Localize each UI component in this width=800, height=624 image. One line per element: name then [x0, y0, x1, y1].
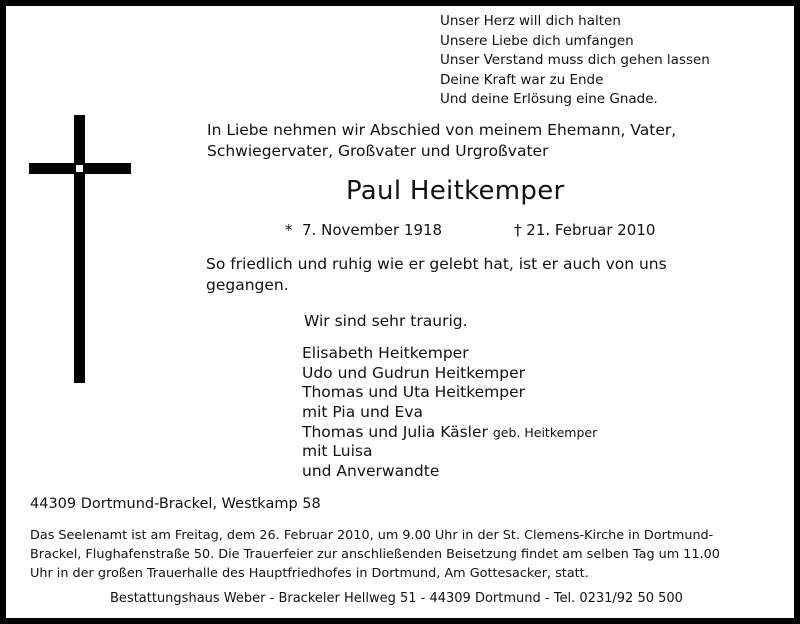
intro-text	[207, 120, 676, 161]
mourner-name-text: Thomas und Julia Käsler	[302, 422, 488, 441]
poem-line: Und deine Erlösung eine Gnade.	[440, 91, 658, 107]
mourner-name: mit Pia und Eva	[302, 403, 424, 422]
peace-line-1: So friedlich und ruhig wie er gelebt hat, ist er auch von uns	[206, 255, 667, 273]
service-line-1: Das Seelenamt ist am Freitag, dem 26. Februar 2010, um 9.00 Uhr in der St. Clemens-Kirche in Dortmund-	[30, 528, 714, 543]
mourner-list	[302, 344, 597, 482]
mourner-name: Udo und Gudrun Heitkemper	[302, 363, 526, 382]
birth-date-text: 7. November 1918	[302, 221, 443, 239]
deceased-name: Paul Heitkemper	[346, 176, 565, 206]
mourner-name: Elisabeth Heitkemper	[302, 344, 469, 362]
intro-line-1: In Liebe nehmen wir Abschied von meinem Ehemann, Vater,	[207, 121, 677, 139]
poem-line: Unser Verstand muss dich gehen lassen	[440, 52, 710, 68]
death-dagger-icon: †	[514, 221, 522, 239]
family-address: 44309 Dortmund-Brackel, Westkamp 58	[30, 496, 321, 512]
mourner-name-kaesler	[302, 423, 597, 443]
poem-line: Unser Herz will dich halten	[440, 13, 621, 29]
funeral-home-line: Bestattungshaus Weber - Brackeler Hellweg 51 - 44309 Dortmund - Tel. 0231/92 50 500	[110, 591, 683, 606]
poem-line: Unsere Liebe dich umfangen	[440, 32, 634, 49]
peace-text	[206, 254, 667, 295]
poem	[440, 12, 710, 110]
intro-line-2: Schwiegervater, Großvater und Urgroßvater	[207, 141, 549, 160]
maiden-name-note: geb. Heitkemper	[492, 424, 598, 440]
service-info	[30, 526, 778, 583]
mourner-name: Thomas und Uta Heitkemper	[302, 383, 526, 402]
poem-line: Deine Kraft war zu Ende	[440, 71, 604, 88]
mourner-name: mit Luisa	[302, 442, 373, 461]
death-date	[514, 221, 655, 239]
sad-line: Wir sind sehr traurig.	[304, 312, 468, 330]
peace-line-2: gegangen.	[206, 275, 289, 294]
cross-center-mark	[76, 165, 83, 172]
service-line-2: Brackel, Flughafenstraße 50. Die Trauerfeier zur anschließenden Beisetzung findet am selben Tag um 11.00	[30, 547, 720, 562]
cross-vertical-bar	[74, 115, 85, 383]
cross-icon	[29, 115, 131, 383]
mourner-name: und Anverwandte	[302, 462, 440, 481]
birth-star-icon: *	[285, 221, 293, 239]
birth-date	[285, 221, 442, 239]
service-line-3: Uhr in der großen Trauerhalle des Hauptfriedhofes in Dortmund, Am Gottesacker, statt.	[30, 566, 589, 581]
death-date-text: 21. Februar 2010	[526, 221, 656, 239]
